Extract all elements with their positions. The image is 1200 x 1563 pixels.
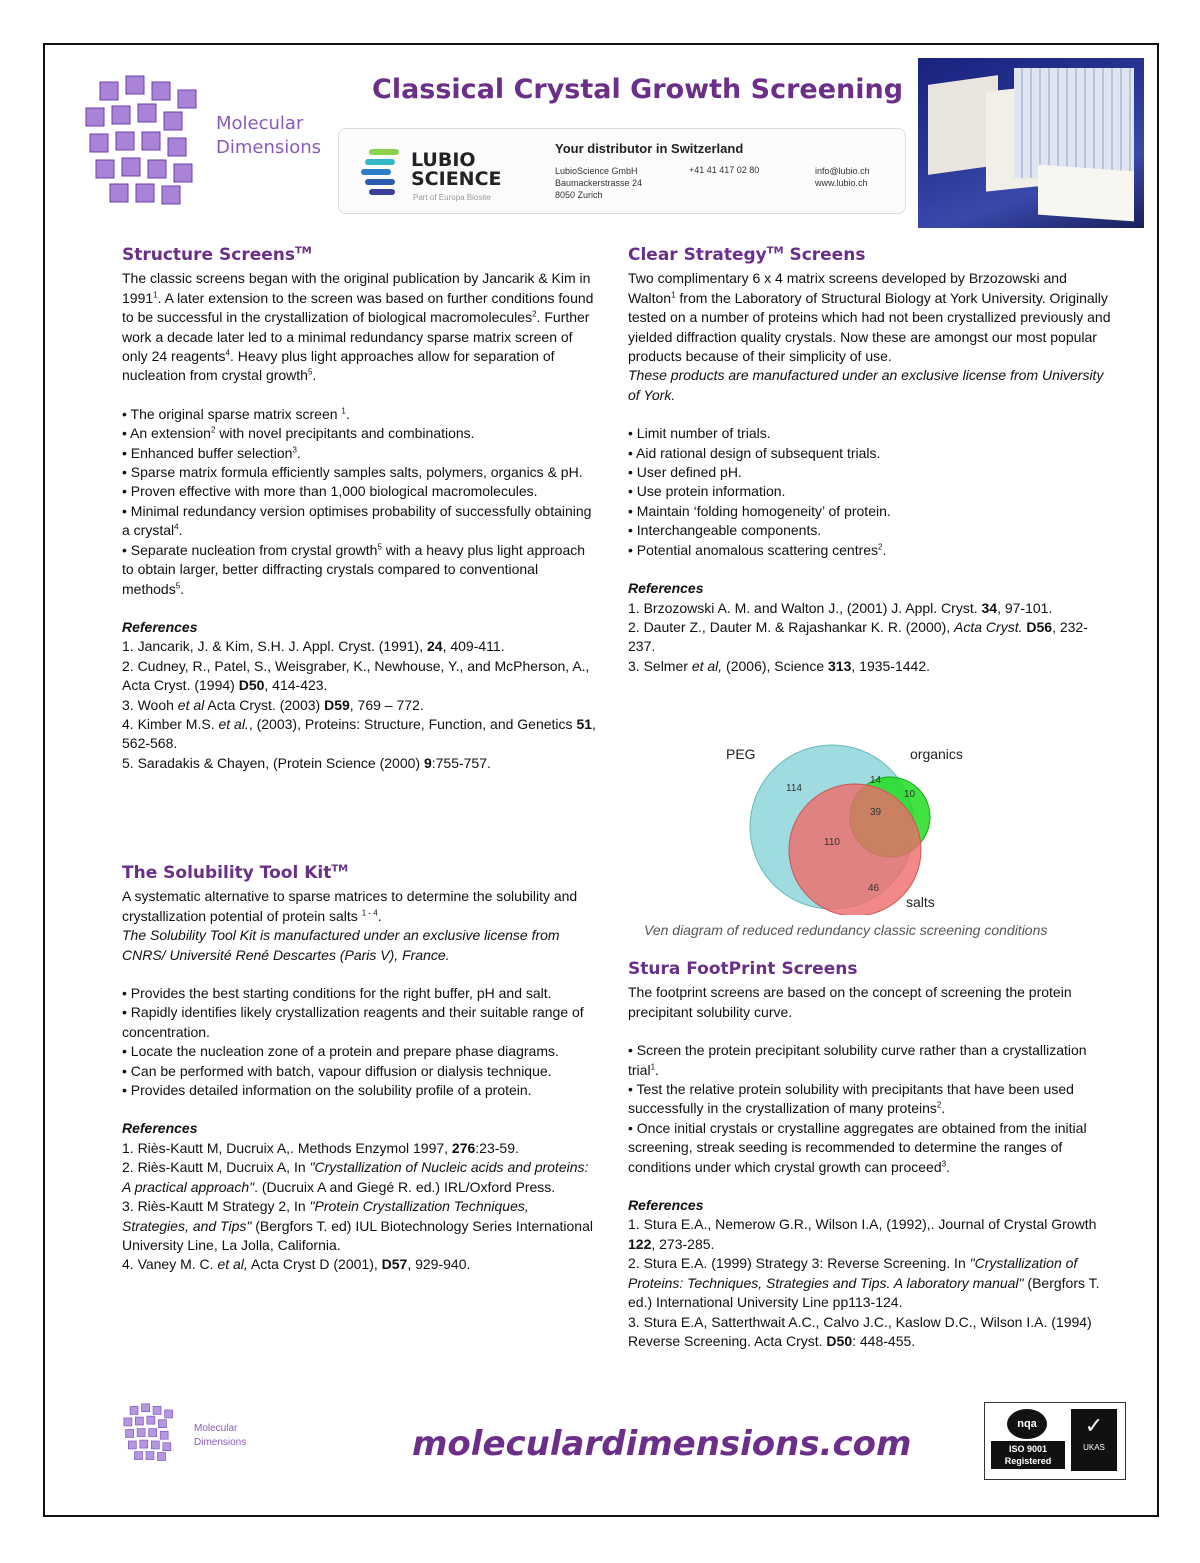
venn-circle-salts [789,784,921,915]
molecular-dimensions-logo [80,72,335,222]
reference-item: 1. Stura E.A., Nemerow G.R., Wilson I.A, (1992),. Journal of Crystal Growth 122, 273-285. [628,1216,1097,1252]
distributor-email[interactable]: info@lubio.ch [815,166,870,176]
list-item: • An extension$^2$ with novel precipitants and combinations. [122,425,475,442]
list-item: • Once initial crystals or crystalline aggregates are obtained from the initial screening, streak seeding is recommended to determine the ranges of conditions under which crystal growth can proceed$^3$. [628,1119,1087,1175]
reference-item: 2. Dauter Z., Dauter M. & Rajashankar K. R. (2000), Acta Cryst. D56, 232-237. [628,618,1088,655]
references-heading: References [628,580,704,597]
reference-item: 2. Riès-Kautt M, Ducruix A, In "Crystallization of Nucleic acids and proteins: A practical approach". (Ducruix A and Giegé R. ed.) IRL/Oxford Press. [122,1159,589,1195]
distributor-address-line1: LubioScience GmbH [555,166,638,176]
venn-caption: Ven diagram of reduced redundancy classic screening conditions [644,922,1048,938]
list-item: • Can be performed with batch, vapour diffusion or dialysis technique. [122,1062,552,1079]
clear-strategy-license: These products are manufactured under an exclusive license from University of York. [628,367,1104,403]
reference-item: 1. Riès-Kautt M, Ducruix A,. Methods Enzymol 1997, 276:23-59. [122,1139,519,1156]
website-link[interactable]: moleculardimensions.com [412,1424,912,1464]
ukas-label: UKAS [1083,1443,1105,1452]
stura-section [628,960,1112,1351]
list-item: • Use protein information. [628,483,786,500]
reference-item: 2. Stura E.A. (1999) Strategy 3: Reverse Screening. In "Crystallization of Proteins: Techniques, Strategies and Tips. A laboratory manual" (Bergfors T. ed.) International University Line pp113-124. [628,1255,1100,1311]
reference-item: 3. Stura E.A, Satterthwait A.C., Calvo J.C., Kaslow D.C., Wilson I.A. (1994) Reverse Screening. Acta Cryst. D50: 448-455. [628,1313,1092,1349]
venn-count-salts-only: 46 [868,883,880,894]
lubio-stripes-icon [361,147,401,195]
list-item: • Enhanced buffer selection$^3$. [122,444,301,461]
venn-count-peg-salts: 110 [824,837,840,848]
references-heading: References [122,1120,198,1137]
distributor-phone: +41 41 417 02 80 [689,165,760,175]
venn-diagram [700,735,1020,915]
distributor-box [338,128,906,214]
lubio-line2: SCIENCE [411,168,502,190]
list-item: • Minimal redundancy version optimises probability of successfully obtaining a crystal$^4$. [122,502,592,539]
venn-count-peg-only: 114 [786,783,802,794]
references-heading: References [628,1197,704,1214]
solubility-heading: The Solubility Tool Kit™ [122,863,349,883]
list-item: • Provides detailed information on the solubility profile of a protein. [122,1082,532,1099]
brand-name-line1: Molecular [216,113,304,134]
venn-count-peg-organics: 14 [870,775,882,786]
cube-lattice-small-icon [118,1402,182,1464]
reference-item: 4. Vaney M. C. et al, Acta Cryst D (2001), D57, 929-940. [122,1256,471,1273]
iso-line1: ISO 9001 [1008,1444,1048,1454]
list-item: • Sparse matrix formula efficiently samples salts, polymers, organics & pH. [122,464,583,481]
reference-item: 1. Brzozowski A. M. and Walton J., (2001) J. Appl. Cryst. 34, 97-101. [628,599,1053,616]
footer-brand-line1: Molecular [194,1423,238,1434]
lubio-line1: LUBIO [411,149,476,171]
references-heading: References [122,618,198,635]
solubility-intro: A systematic alternative to sparse matrices to determine the solubility and crystallization potential of protein salts $^{1 - 4}$. [122,888,578,924]
list-item: • Limit number of trials. [628,425,771,442]
reference-item: 2. Cudney, R., Patel, S., Weisgraber, K., Newhouse, Y., and McPherson, A., Acta Cryst. (1994) D50, 414-423. [122,657,590,694]
solubility-license: The Solubility Tool Kit is manufactured under an exclusive license from CNRS/ Université René Descartes (Paris V), France. [122,927,560,963]
clear-strategy-heading: Clear Strategy™ Screens [628,245,866,265]
list-item: • Test the relative protein solubility with precipitants that have been used successfully in the crystallization of many proteins$^2$. [628,1081,1074,1117]
product-photo [918,58,1144,228]
clear-strategy-intro: Two complimentary 6 x 4 matrix screens developed by Brzozowski and Walton$^1$ from the Laboratory of Structural Biology at York University. Originally tested on a number of proteins which had not been crystallized previously and yielded diffraction quality crystals. Now these are amongst our most popular products because of their simplicity of use. [628,270,1111,365]
list-item: • The original sparse matrix screen $^1$. [122,405,350,422]
list-item: • Locate the nucleation zone of a protein and prepare phase diagrams. [122,1043,559,1060]
reference-item: 3. Riès-Kautt M Strategy 2, In "Protein Crystallization Techniques, Strategies, and Tips" (Bergfors T. ed) IUL Biotechnology Series International University Line, La Jolla, California. [122,1198,593,1253]
ukas-crown-icon: ✓ UKAS [1071,1409,1117,1471]
list-item: • Interchangeable components. [628,522,822,539]
reference-item: 1. Jancarik, J. & Kim, S.H. J. Appl. Cryst. (1991), 24, 409-411. [122,638,505,655]
venn-label-organics: organics [910,746,963,762]
lubio-tagline: Part of Europa Biosite [413,193,491,202]
distributor-web[interactable]: www.lubio.ch [815,178,868,188]
list-item: • Provides the best starting conditions for the right buffer, pH and salt. [122,985,552,1002]
page-title: Classical Crystal Growth Screening [372,74,904,105]
iso-certification-badge [984,1402,1126,1480]
venn-count-organics-only: 10 [904,789,916,800]
stura-intro: The footprint screens are based on the concept of screening the protein precipitant solubility curve. [628,984,1072,1020]
list-item: • Rapidly identifies likely crystallization reagents and their suitable range of concentration. [122,1004,584,1040]
venn-svg [700,735,1020,915]
list-item: • Screen the protein precipitant solubility curve rather than a crystallization trial$^1$. [628,1042,1087,1078]
reference-item: 4. Kimber M.S. et al., (2003), Proteins: Structure, Function, and Genetics 51, 562-568. [122,715,596,752]
iso-line2: Registered [1004,1456,1052,1466]
venn-label-salts: salts [906,894,935,910]
venn-label-peg: PEG [726,746,756,762]
structure-intro: The classic screens began with the original publication by Jancarik & Kim in 1991$^1$. A later extension to the screen was based on further conditions found to be successful in the crystallization of biological macromolecules$^2$. Further work a decade later led to a minimal redundancy sparse matrix screen of only 24 reagents$^4$. Heavy plus light approaches allow for separation of nucleation from crystal growth$^5$. [122,270,594,384]
list-item: • User defined pH. [628,464,742,481]
footer-logo [118,1402,268,1466]
clear-strategy-section [628,246,1112,676]
distributor-heading: Your distributor in Switzerland [555,141,744,156]
list-item: • Maintain ‘folding homogeneity’ of protein. [628,502,891,519]
cube-lattice-icon [80,72,210,212]
nqa-icon: nqa [1007,1409,1047,1439]
list-item: • Potential anomalous scattering centres$^2$. [628,541,887,558]
reference-item: 3. Selmer et al, (2006), Science 313, 1935-1442. [628,657,930,674]
solubility-section [122,864,598,1275]
list-item: • Proven effective with more than 1,000 biological macromolecules. [122,483,538,500]
structure-screens-section [122,246,598,773]
stura-heading: Stura FootPrint Screens [628,959,858,979]
distributor-address-line3: 8050 Zurich [555,190,603,200]
list-item: • Aid rational design of subsequent trials. [628,444,881,461]
distributor-address-line2: Baumackerstrasse 24 [555,178,643,188]
reference-item: 3. Wooh et al Acta Cryst. (2003) D59, 769 – 772. [122,696,424,713]
footer-brand-line2: Dimensions [194,1437,247,1448]
structure-screens-heading: Structure Screens™ [122,245,312,265]
reference-item: 5. Saradakis & Chayen, (Protein Science (2000) 9:755-757. [122,754,491,771]
venn-count-all: 39 [870,807,882,818]
list-item: • Separate nucleation from crystal growth$^5$ with a heavy plus light approach to obtain larger, better diffracting crystals compared to conventional methods$^5$. [122,541,586,597]
lubio-logo [361,143,531,203]
brand-name-line2: Dimensions [216,137,322,158]
